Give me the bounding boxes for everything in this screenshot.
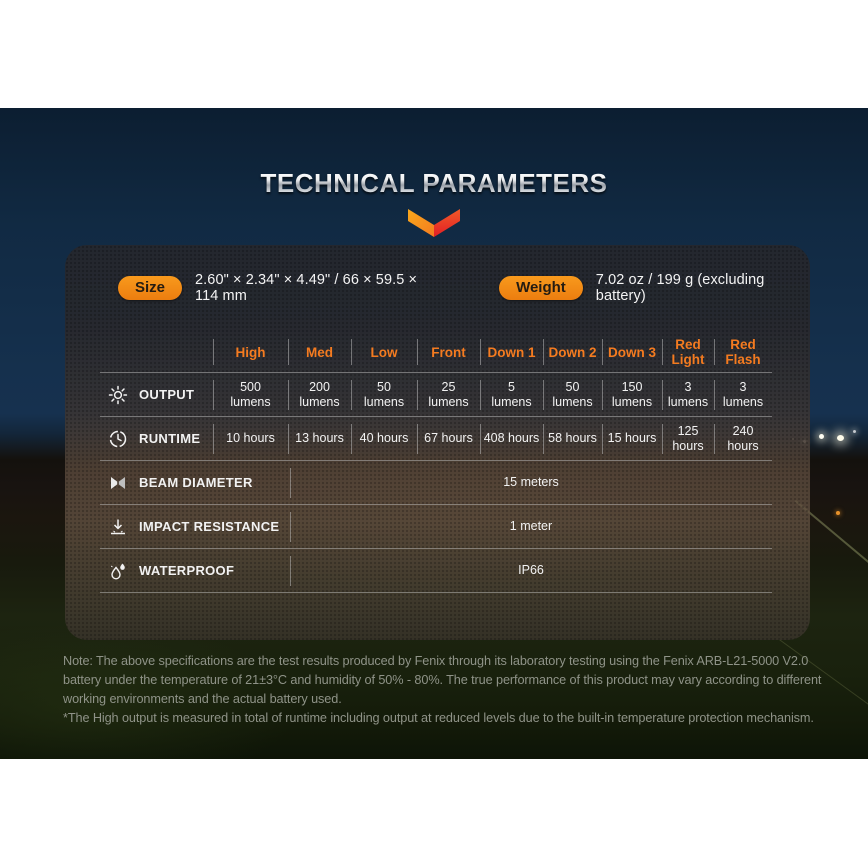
output-cell: 200 lumens [288, 373, 351, 416]
output-cell: 3 lumens [662, 373, 714, 416]
output-cell: 50 lumens [543, 373, 602, 416]
output-cell: 500 lumens [213, 373, 288, 416]
table-row-runtime [100, 417, 772, 461]
size-badge: Size [118, 276, 182, 300]
row-label-waterproof: WATERPROOF [100, 549, 290, 592]
table-row-impact-resistance [100, 505, 772, 549]
column-header: Low [351, 332, 417, 372]
campsite-light [837, 435, 844, 441]
page-title: TECHNICAL PARAMETERS [0, 168, 868, 199]
column-header: Down 3 [602, 332, 662, 372]
weight-badge: Weight [499, 276, 583, 300]
dimensions-row [118, 272, 778, 304]
waterproof-icon [107, 560, 129, 582]
table-row-output [100, 373, 772, 417]
row-label-runtime: RUNTIME [100, 417, 213, 460]
column-header: Red Flash [714, 332, 772, 372]
runtime-cell: 13 hours [288, 417, 351, 460]
runtime-cell: 10 hours [213, 417, 288, 460]
column-header: Front [417, 332, 480, 372]
campsite-light [853, 430, 856, 433]
footnote-paragraph: *The High output is measured in total of runtime including output at reduced levels due to the built-in temperature protection mechanism. [63, 711, 814, 725]
runtime-cell: 240 hours [714, 417, 772, 460]
table-header-row [100, 332, 772, 373]
row-label-beam-diameter: BEAM DIAMETER [100, 461, 290, 504]
impact-resistance-icon [107, 516, 129, 538]
table-row-waterproof [100, 549, 772, 593]
chevron-down-icon [405, 208, 463, 243]
campsite-light [819, 434, 824, 439]
column-header: Down 2 [543, 332, 602, 372]
runtime-cell: 15 hours [602, 417, 662, 460]
impact-resistance-value: 1 meter [290, 505, 772, 548]
header-empty-cell [100, 332, 213, 372]
column-header: Med [288, 332, 351, 372]
column-header: Red Light [662, 332, 714, 372]
weight-value: 7.02 oz / 199 g (excluding battery) [595, 272, 765, 304]
column-header: Down 1 [480, 332, 543, 372]
output-cell: 5 lumens [480, 373, 543, 416]
spec-panel [65, 245, 810, 640]
night-campsite-photo [0, 108, 868, 759]
runtime-cell: 125 hours [662, 417, 714, 460]
spec-table [100, 332, 772, 593]
brightness-icon [107, 384, 129, 406]
output-cell: 3 lumens [714, 373, 772, 416]
rope-marker [836, 511, 840, 515]
runtime-cell: 40 hours [351, 417, 417, 460]
runtime-cell: 58 hours [543, 417, 602, 460]
runtime-cell: 408 hours [480, 417, 543, 460]
footnote-paragraph: Note: The above specifications are the test results produced by Fenix through its laboratory testing using the Fenix ARB-L21-5000 V2.0 battery under the temperature of 21±3°C and humidity of 50% - 80%. The true performance of this product may vary according to different working environments and the actual battery used. [63, 654, 822, 706]
footnotes [63, 652, 841, 728]
runtime-cell: 67 hours [417, 417, 480, 460]
waterproof-value: IP66 [290, 549, 772, 592]
output-cell: 150 lumens [602, 373, 662, 416]
output-cell: 25 lumens [417, 373, 480, 416]
output-cell: 50 lumens [351, 373, 417, 416]
clock-icon [107, 428, 129, 450]
table-row-beam-diameter [100, 461, 772, 505]
row-label-output: OUTPUT [100, 373, 213, 416]
size-group [118, 272, 428, 304]
beam-diameter-value: 15 meters [290, 461, 772, 504]
column-header: High [213, 332, 288, 372]
row-label-impact-resistance: IMPACT RESISTANCE [100, 505, 290, 548]
weight-group [499, 272, 778, 304]
beam-diameter-icon [107, 472, 129, 494]
size-value: 2.60" × 2.34" × 4.49" / 66 × 59.5 × 114 mm [195, 272, 418, 304]
